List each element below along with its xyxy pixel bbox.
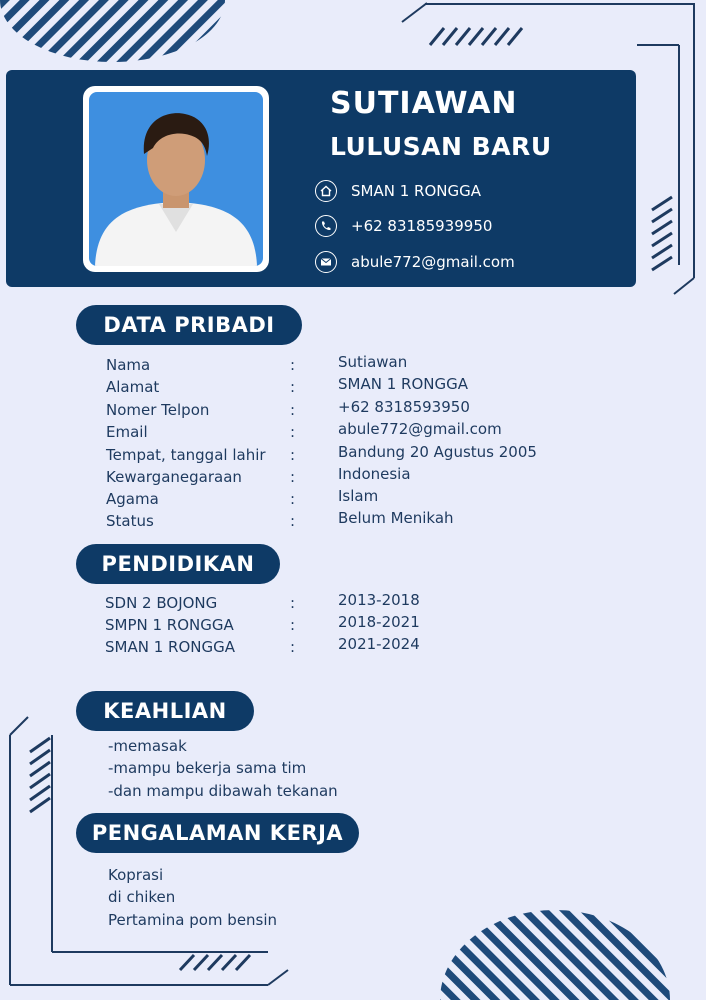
personal-label: Kewarganegaraan	[106, 468, 242, 486]
education-years: 2021-2024	[338, 635, 420, 653]
education-years: 2018-2021	[338, 613, 420, 631]
personal-label: Agama	[106, 490, 159, 508]
contact-address	[315, 179, 481, 203]
personal-value: Islam	[338, 487, 379, 505]
home-icon	[315, 180, 337, 202]
personal-value: +62 8318593950	[338, 398, 470, 416]
personal-value: abule772@gmail.com	[338, 420, 502, 438]
personal-value: Indonesia	[338, 465, 411, 483]
separator: :	[290, 490, 296, 508]
personal-value: SMAN 1 RONGGA	[338, 375, 468, 393]
contact-email-text: abule772@gmail.com	[351, 253, 515, 271]
separator: :	[290, 468, 296, 486]
personal-label: Email	[106, 423, 148, 441]
separator: :	[290, 423, 296, 441]
contact-address-text: SMAN 1 RONGGA	[351, 182, 481, 200]
personal-value: Belum Menikah	[338, 509, 454, 527]
profile-photo	[83, 86, 269, 272]
mail-icon	[315, 251, 337, 273]
separator: :	[290, 616, 296, 634]
skill-item: -dan mampu dibawah tekanan	[108, 782, 338, 800]
skill-item: -memasak	[108, 737, 187, 755]
separator: :	[290, 594, 296, 612]
experience-item: Pertamina pom bensin	[108, 911, 278, 929]
skill-item: -mampu bekerja sama tim	[108, 759, 307, 777]
personal-value: Sutiawan	[338, 353, 408, 371]
contact-phone-text: +62 83185939950	[351, 217, 493, 235]
experience-item: di chiken	[108, 888, 176, 906]
education-school: SMAN 1 RONGGA	[105, 638, 235, 656]
separator: :	[290, 638, 296, 656]
decor-corner-lines-bottom	[0, 700, 300, 1000]
candidate-name: SUTIAWAN	[330, 86, 518, 121]
personal-value: Bandung 20 Agustus 2005	[338, 443, 537, 461]
personal-label: Nomer Telpon	[106, 401, 210, 419]
contact-email[interactable]	[315, 250, 515, 274]
striped-semicircle-top-decoration	[0, 0, 240, 70]
contact-phone[interactable]	[315, 214, 492, 238]
personal-label: Alamat	[106, 378, 160, 396]
separator: :	[290, 446, 296, 464]
separator: :	[290, 378, 296, 396]
striped-semicircle-bottom-decoration	[440, 910, 706, 1000]
experience-item: Koprasi	[108, 866, 164, 884]
education-years: 2013-2018	[338, 591, 420, 609]
candidate-role: LULUSAN BARU	[330, 132, 552, 161]
separator: :	[290, 512, 296, 530]
personal-label: Status	[106, 512, 154, 530]
phone-icon	[315, 215, 337, 237]
personal-label: Nama	[106, 356, 151, 374]
separator: :	[290, 401, 296, 419]
section-title-education: PENDIDIKAN	[76, 544, 280, 584]
separator: :	[290, 356, 296, 374]
person-portrait-image	[89, 92, 263, 266]
personal-label: Tempat, tanggal lahir	[106, 446, 266, 464]
section-title-personal: DATA PRIBADI	[76, 305, 302, 345]
section-title-experience: PENGALAMAN KERJA	[76, 813, 359, 853]
education-school: SMPN 1 RONGGA	[105, 616, 234, 634]
section-title-skills: KEAHLIAN	[76, 691, 254, 731]
education-school: SDN 2 BOJONG	[105, 594, 218, 612]
